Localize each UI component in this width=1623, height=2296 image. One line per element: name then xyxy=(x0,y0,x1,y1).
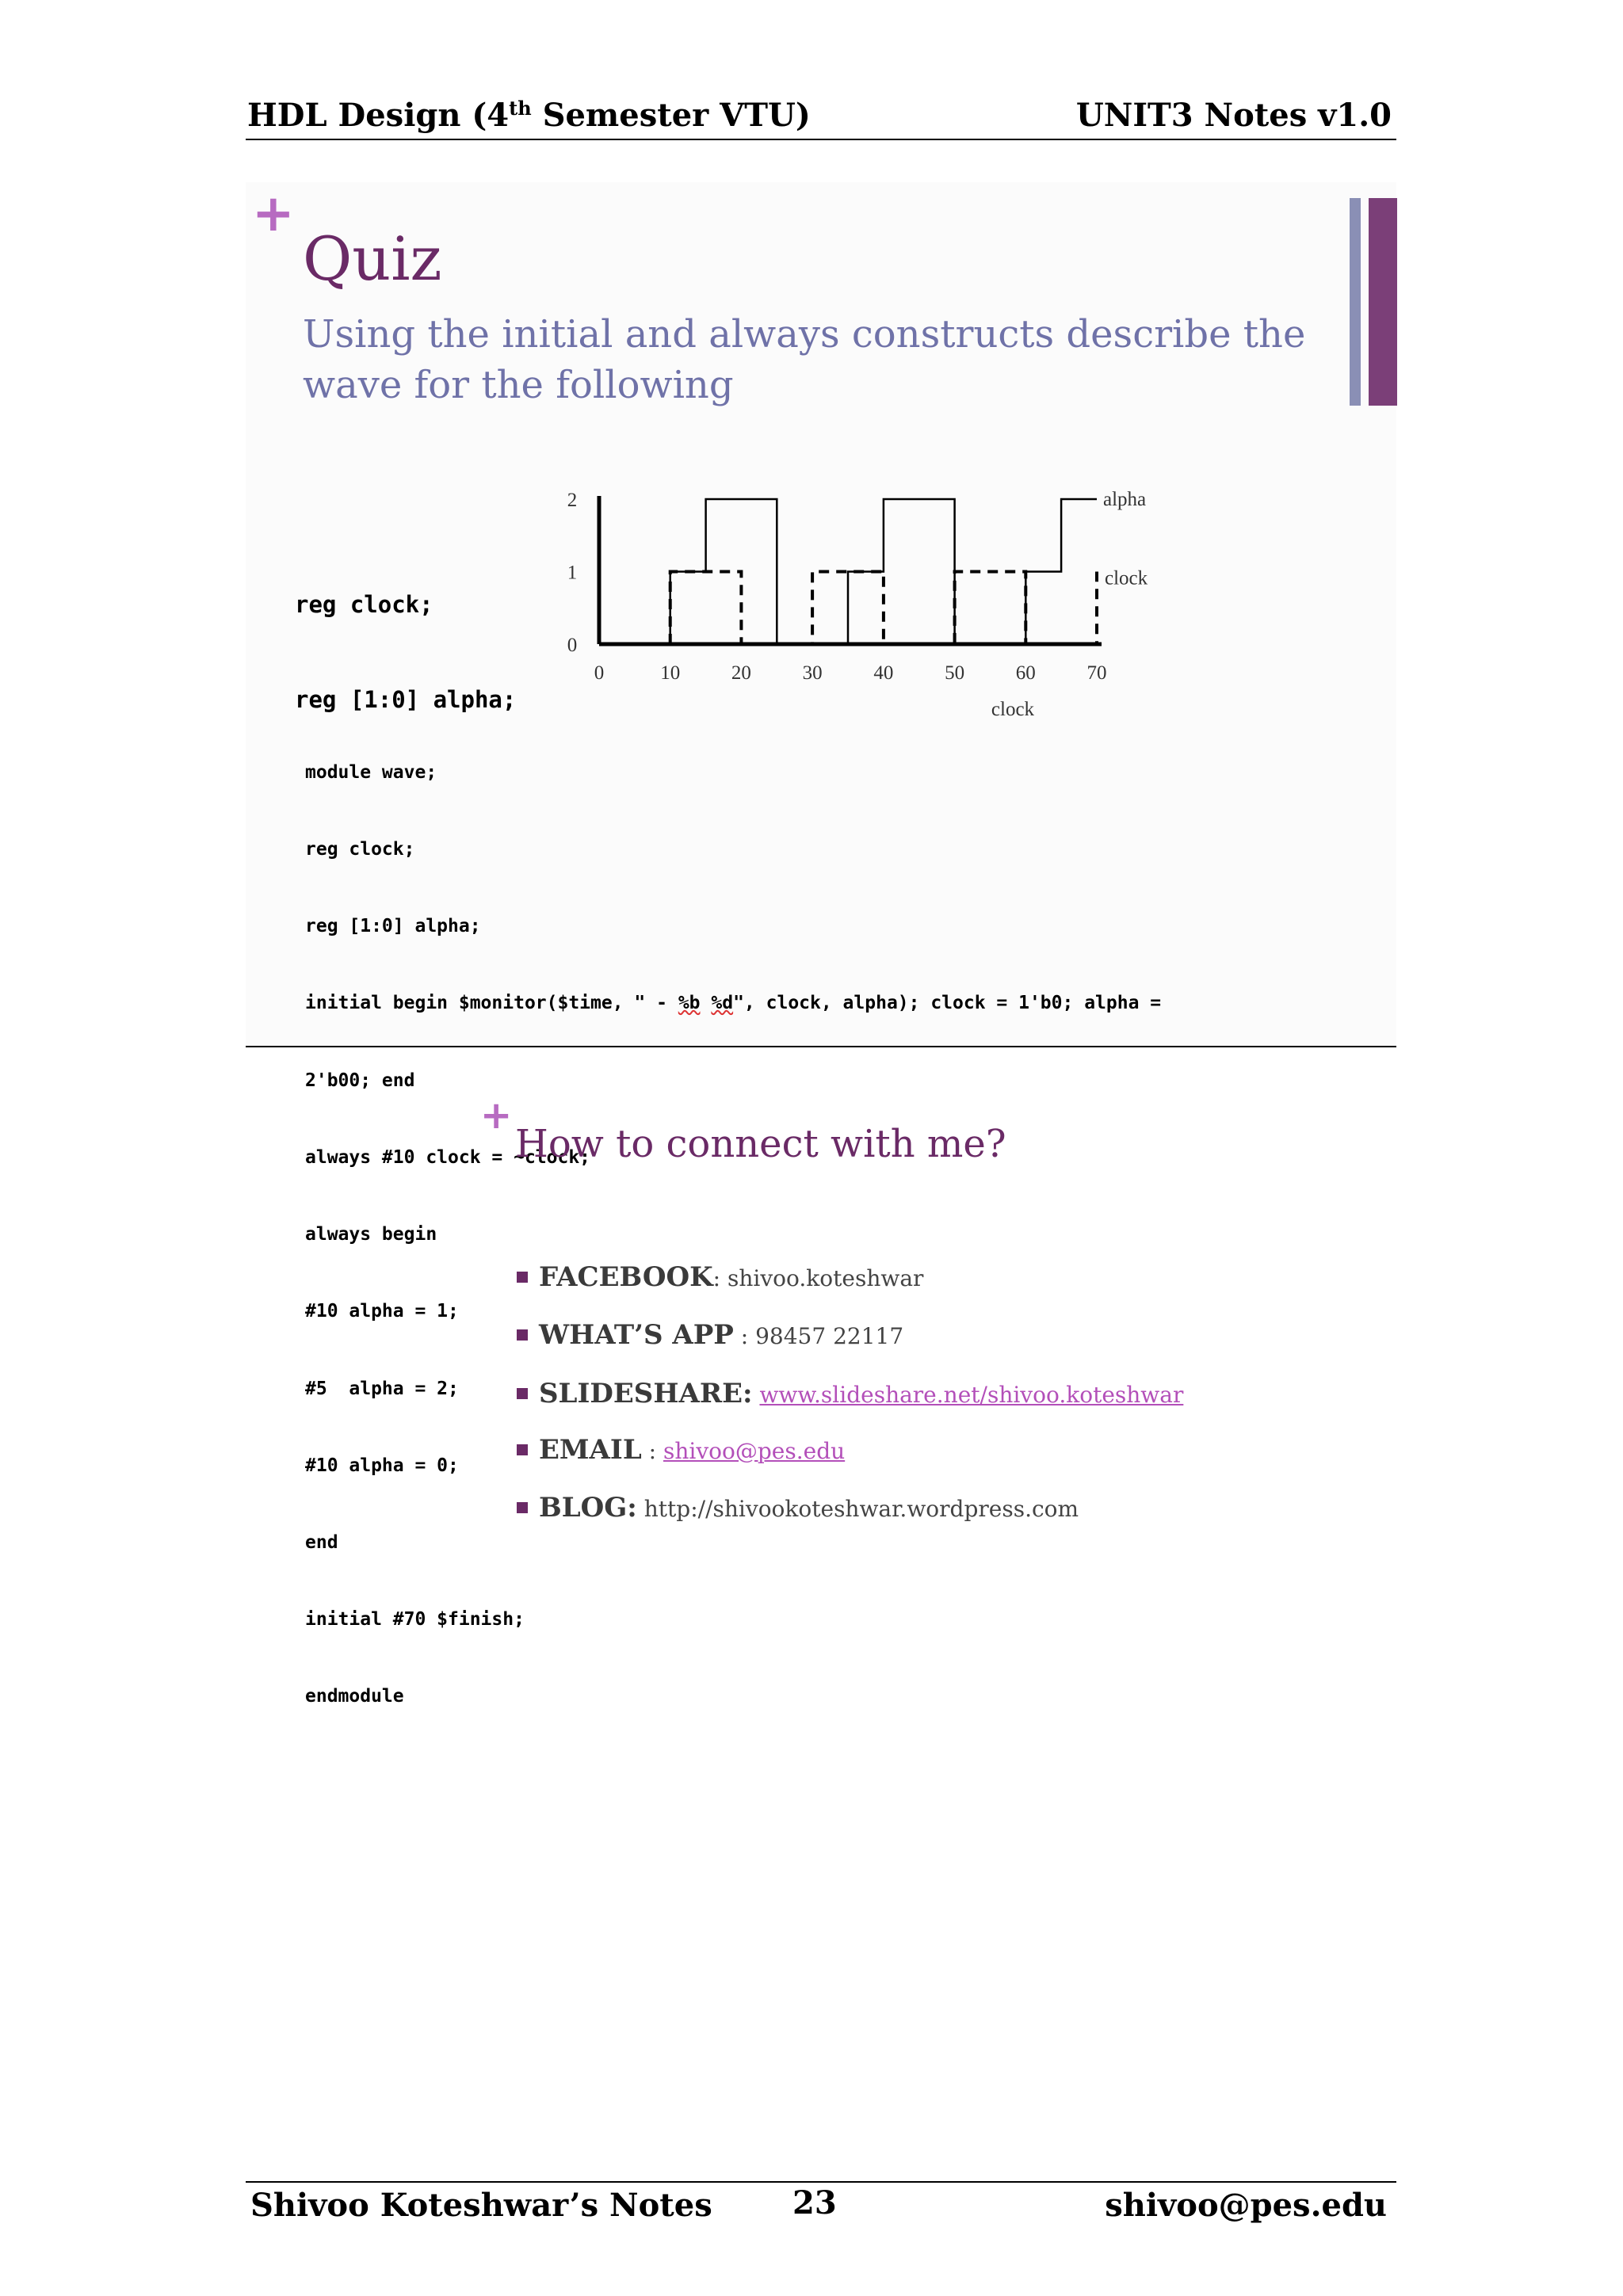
bullet-icon xyxy=(517,1272,528,1283)
contact-email: EMAIL : shivoo@pes.edu xyxy=(517,1434,845,1466)
bullet-icon xyxy=(517,1388,528,1399)
contact-value: shivoo.koteshwar xyxy=(727,1265,924,1291)
contact-label: BLOG: xyxy=(539,1492,637,1524)
contact-blog xyxy=(517,1492,1079,1524)
page-number: 23 xyxy=(792,2184,837,2222)
x-tick-label: 30 xyxy=(802,662,823,684)
footer-left: Shivoo Koteshwar’s Notes xyxy=(250,2187,712,2224)
bullet-icon xyxy=(517,1329,528,1341)
header-left-sup: th xyxy=(509,97,532,120)
x-tick-label: 40 xyxy=(873,662,894,684)
series-label-alpha: alpha xyxy=(1103,489,1147,510)
waveform-chart xyxy=(547,475,1197,729)
code-line-monitor: initial begin $monitor($time, " - %b %d", clock, alpha); clock = 1'b0; alpha = xyxy=(305,993,1162,1014)
series-clock-line xyxy=(670,572,1097,645)
contact-label: FACEBOOK xyxy=(539,1261,713,1293)
code-line: initial #70 $finish; xyxy=(305,1609,525,1630)
code-line: 2'b00; end xyxy=(305,1070,415,1091)
contact-slideshare xyxy=(517,1378,1183,1409)
contact-label: EMAIL xyxy=(539,1434,642,1466)
header-left xyxy=(247,97,811,134)
code-line: reg clock; xyxy=(305,839,415,860)
x-axis-label: clock xyxy=(991,699,1035,720)
code-listing xyxy=(305,708,1161,1735)
y-tick-label: 1 xyxy=(567,562,578,584)
header-rule xyxy=(246,139,1396,140)
code-line: end xyxy=(305,1532,338,1553)
slideshare-link[interactable]: www.slideshare.net/shivoo.koteshwar xyxy=(759,1382,1184,1408)
series-label-clock: clock xyxy=(1105,567,1148,589)
x-tick-label: 60 xyxy=(1015,662,1036,684)
email-link[interactable]: shivoo@pes.edu xyxy=(663,1438,846,1464)
footer-rule xyxy=(246,2181,1396,2183)
code-line: always begin xyxy=(305,1224,437,1245)
slide-divider-rule xyxy=(246,1046,1396,1047)
header-left-main: HDL Design (4 xyxy=(247,97,510,134)
x-tick-label: 0 xyxy=(594,662,605,684)
code-line: endmodule xyxy=(305,1686,404,1707)
header-left-tail: Semester VTU) xyxy=(531,97,811,134)
contact-value: 98457 22117 xyxy=(755,1323,904,1349)
quiz-plus-icon: + xyxy=(252,185,295,243)
header-right: UNIT3 Notes v1.0 xyxy=(1075,97,1392,134)
code-line: #10 alpha = 1; xyxy=(305,1301,459,1322)
quiz-subtitle: Using the initial and always constructs describe the wave for the following xyxy=(303,312,1306,407)
contact-label: SLIDESHARE: xyxy=(539,1378,753,1409)
x-tick-label: 70 xyxy=(1086,662,1107,684)
x-tick-label: 20 xyxy=(731,662,751,684)
quiz-accent-bar-light xyxy=(1350,198,1361,406)
quiz-accent-bar-dark xyxy=(1369,198,1397,406)
declaration-line: reg [1:0] alpha; xyxy=(295,686,517,713)
bullet-icon xyxy=(517,1444,528,1455)
code-line: reg [1:0] alpha; xyxy=(305,916,481,937)
contact-label: WHAT’S APP xyxy=(539,1319,734,1351)
y-tick-label: 2 xyxy=(567,490,578,511)
code-line: module wave; xyxy=(305,761,437,783)
y-tick-label: 0 xyxy=(567,635,578,656)
contact-value: http://shivookoteshwar.wordpress.com xyxy=(643,1496,1079,1522)
connect-title: How to connect with me? xyxy=(515,1122,1006,1166)
code-line: #10 alpha = 0; xyxy=(305,1455,459,1476)
code-line: always #10 clock = ~clock; xyxy=(305,1146,591,1168)
code-line: #5 alpha = 2; xyxy=(305,1378,459,1399)
connect-plus-icon: + xyxy=(480,1093,513,1138)
contact-whatsapp: WHAT’S APP : 98457 22117 xyxy=(517,1319,903,1351)
declaration-line: reg clock; xyxy=(295,591,433,618)
x-tick-label: 50 xyxy=(945,662,965,684)
bullet-icon xyxy=(517,1502,528,1513)
quiz-title: Quiz xyxy=(303,223,442,294)
footer-right: shivoo@pes.edu xyxy=(1105,2187,1387,2224)
contact-facebook: FACEBOOK: shivoo.koteshwar xyxy=(517,1261,923,1293)
x-tick-label: 10 xyxy=(660,662,681,684)
